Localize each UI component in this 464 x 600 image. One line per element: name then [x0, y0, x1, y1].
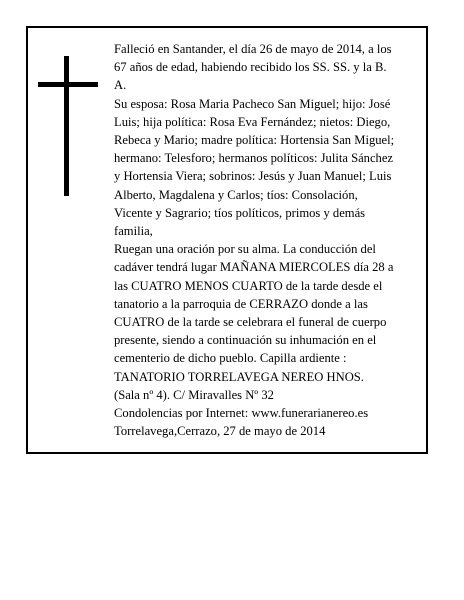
cross-vertical-bar [64, 56, 69, 196]
condolences-line: Condolencias por Internet: www.funerarianereo.es [114, 406, 369, 421]
place-date-line: Torrelavega,Cerrazo, 27 de mayo de 2014 [114, 424, 326, 439]
death-announcement-paragraph: Falleció en Santander, el día 26 de mayo de 2014, a los 67 años de edad, habiendo recibido los SS. SS. y la B. A. [114, 42, 392, 93]
latin-cross-icon [38, 56, 98, 196]
obituary-text [114, 40, 420, 440]
funeral-details-paragraph: Ruegan una oración por su alma. La conducción del cadáver tendrá lugar MAÑANA MIERCOLES día 28 a las CUATRO MENOS CUARTO de la tarde desde el tanatorio a la parroquia de CERRAZO donde a las CUATRO de la tarde se celebrara el funeral de cuerpo presente, siendo a continuación su inhumación en el cementerio de dicho pueblo. Capilla ardiente : TANATORIO TORRELAVEGA NEREO HNOS. (Sala nº 4). C/ Miravalles Nº 32 [114, 242, 394, 402]
cross-horizontal-bar [38, 82, 98, 87]
family-list-paragraph: Su esposa: Rosa Maria Pacheco San Miguel; hijo: José Luis; hija política: Rosa Eva Fernández; nietos: Diego, Rebeca y Mario; madre política: Hortensia San Miguel; hermano: Telesforo; hermanos políticos: Julita Sánchez y Hortensia Viera; sobrinos: Jesús y Juan Manuel; Luis Alberto, Magdalena y Carlos; tíos: Consolación, Vicente y Sagrario; tíos políticos, primos y demás familia, [114, 96, 395, 239]
